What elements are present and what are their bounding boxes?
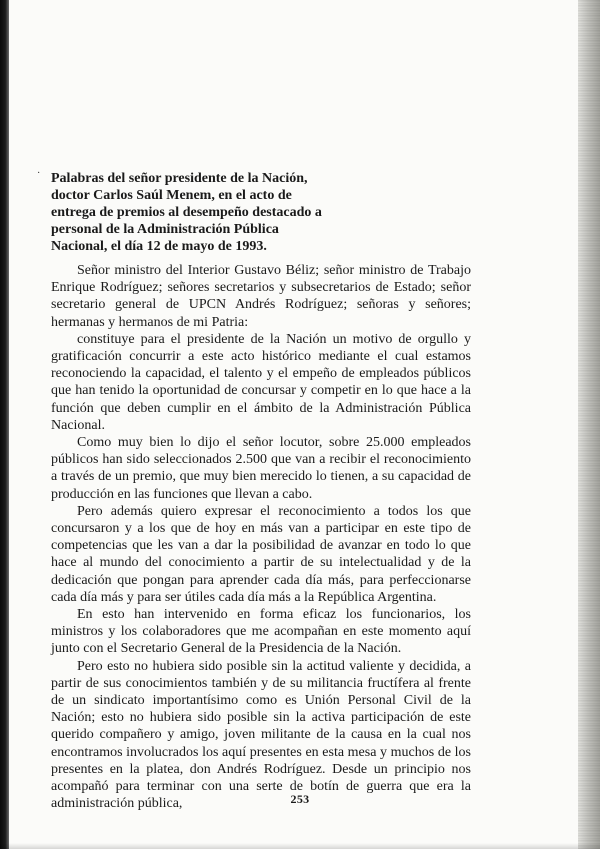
bullet-mark: · bbox=[37, 168, 41, 179]
title-line: entrega de premios al desempeño destacado a bbox=[51, 205, 322, 220]
speech-body bbox=[51, 262, 471, 813]
title-line: Nacional, el día 12 de mayo de 1993. bbox=[51, 239, 267, 254]
speech-title bbox=[51, 170, 351, 255]
paragraph: constituye para el presidente de la Nación un motivo de orgullo y gratificación concurrir a este acto histórico mediante el cual estamos reconociendo la capacidad, el talento y el empeño de empleados públicos que han tenido la oportunidad de concursar y competir en lo que hace a la función que deben cumplir en el ámbito de la Administración Pública Nacional. bbox=[51, 331, 471, 433]
scan-left-edge bbox=[0, 0, 9, 849]
scan-bottom-shade bbox=[0, 843, 600, 849]
paragraph: Pero esto no hubiera sido posible sin la actitud valiente y decidida, a partir de sus conocimientos también y de su militancia fructífera al frente de un sindicato importantísimo como es Unión Personal Civil de la Nación; esto no hubiera sido posible sin la activa participación de este querido compañero y amigo, joven militante de la causa en la cual nos encontramos involucrados los aquí presentes en esta mesa y muchos de los presentes en la platea, don Andrés Rodríguez. Desde un principio nos acompañó para terminar con una serte de botín de guerra que era la administración pública, bbox=[51, 658, 471, 812]
title-line: Palabras del señor presidente de la Nación, bbox=[51, 171, 308, 186]
paragraph: Como muy bien lo dijo el señor locutor, sobre 25.000 empleados públicos han sido seleccionados 2.500 que van a recibir el reconocimiento a través de un premio, que muy bien merecido lo tienen, a su capacidad de producción en las funciones que llevan a cabo. bbox=[51, 435, 471, 502]
title-line: personal de la Administración Pública bbox=[51, 222, 279, 237]
paragraph-salutation: Señor ministro del Interior Gustavo Béliz; señor ministro de Trabajo Enrique Rodríguez; señores secretarios y subsecretarios de Estado; señor secretario general de UPCN Andrés Rodríguez; señoras y señores; hermanas y hermanos de mi Patria: bbox=[51, 263, 471, 330]
title-line: doctor Carlos Saúl Menem, en el acto de bbox=[51, 188, 292, 203]
paragraph: Pero además quiero expresar el reconocimiento a todos los que concursaron y a los que de hoy en más van a participar en este tipo de competencias que les van a dar la posibilidad de avanzar en todo lo que hace al mundo del conocimiento a partir de su intelectualidad y de la dedicación que pongan para aprender cada día más, para perfeccionarse cada día más y para ser útiles cada día más a la República Argentina. bbox=[51, 503, 471, 605]
paragraph: En esto han intervenido en forma eficaz los funcionarios, los ministros y los colaboradores que me acompañan en este momento aquí junto con el Secretario General de la Presidencia de la Nación. bbox=[51, 607, 471, 657]
scan-right-edge bbox=[578, 0, 600, 849]
page-number: 253 bbox=[290, 792, 310, 806]
